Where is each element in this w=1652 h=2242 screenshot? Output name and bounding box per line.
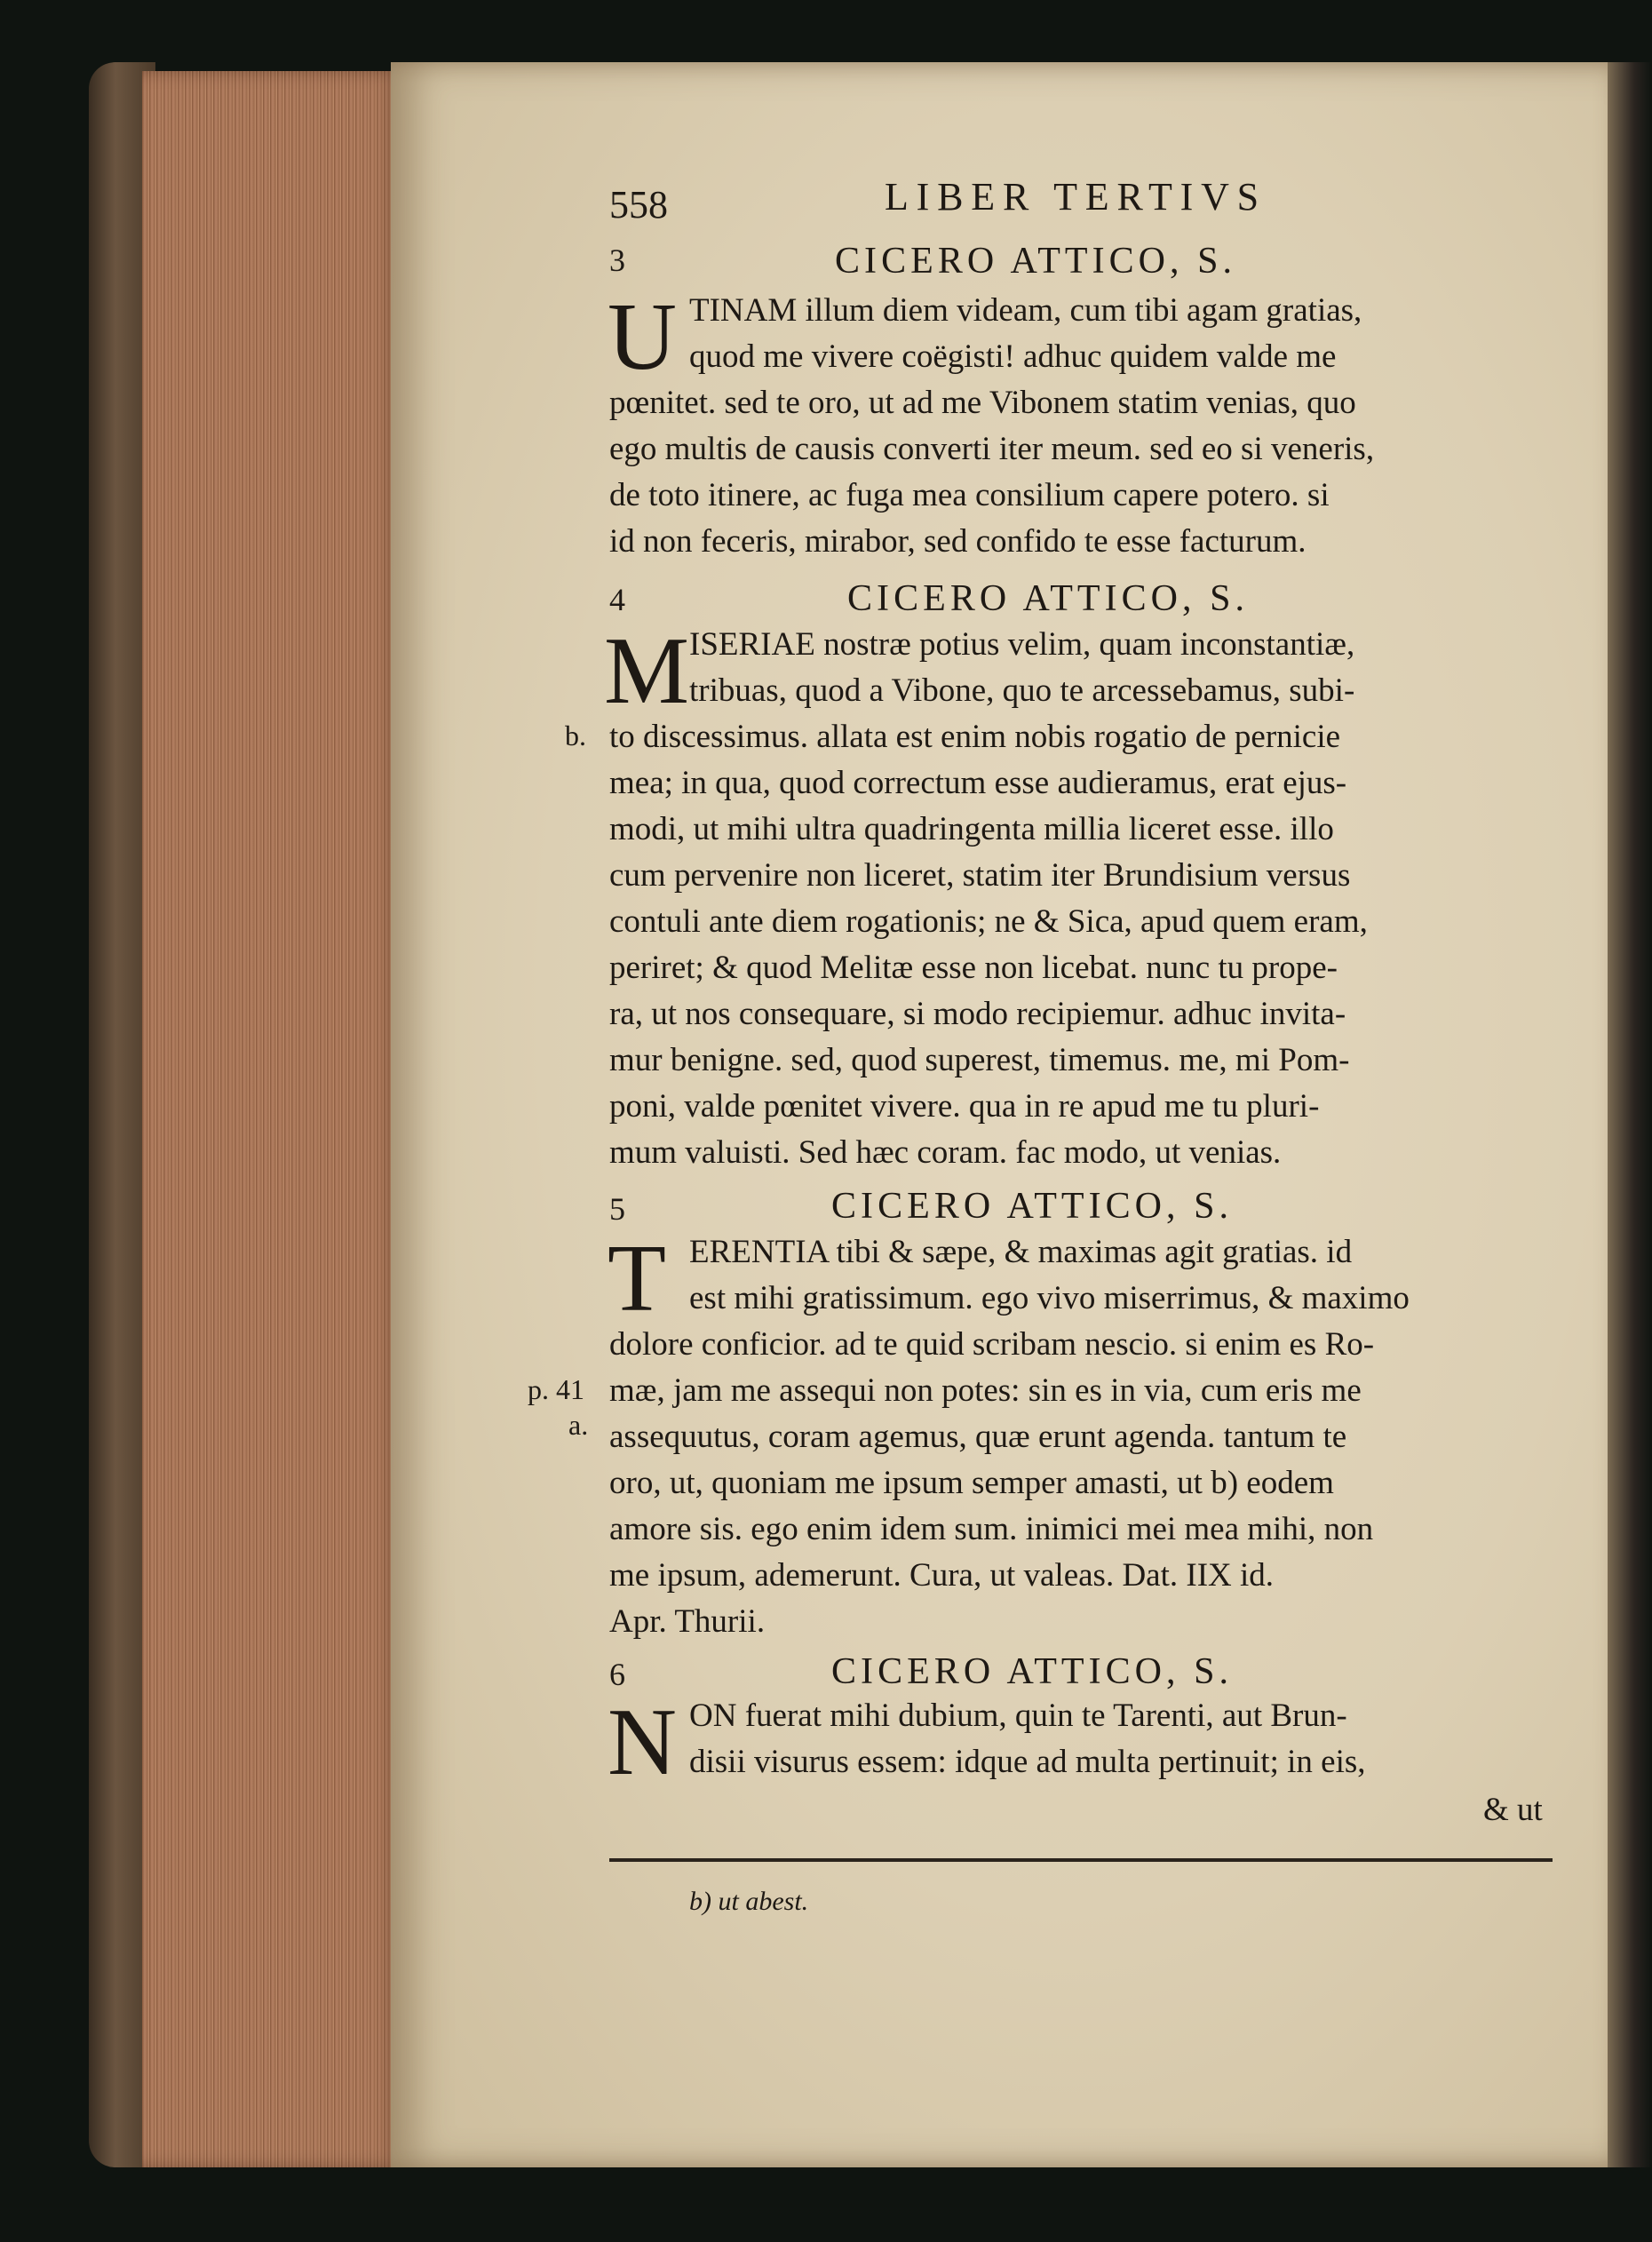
text-line: pœnitet. sed te oro, ut ad me Vibonem statim venias, quo — [609, 385, 1356, 421]
letter-number: 4 — [609, 582, 625, 617]
letter-heading: CICERO ATTICO, S. — [831, 1186, 1234, 1227]
catchword: & ut — [1483, 1792, 1543, 1828]
letter-heading: CICERO ATTICO, S. — [831, 1651, 1234, 1692]
closed-page-stack — [142, 71, 404, 2167]
running-head: LIBER TERTIVS — [885, 175, 1267, 219]
text-line: id non feceris, mirabor, sed confido te esse facturum. — [609, 523, 1307, 560]
text-line: TINAM illum diem videam, cum tibi agam gratias, — [689, 292, 1362, 329]
text-line: tribuas, quod a Vibone, quo te arcessebamus, subi- — [689, 672, 1355, 709]
text-line: mum valuisti. Sed hæc coram. fac modo, ut venias. — [609, 1134, 1282, 1171]
text-line: oro, ut, quoniam me ipsum semper amasti, ut b) eodem — [609, 1465, 1334, 1501]
footnote: b) ut abest. — [689, 1887, 809, 1916]
margin-note: a. — [568, 1409, 589, 1441]
margin-note: b. — [565, 720, 586, 751]
drop-cap: M — [604, 618, 690, 724]
letter-number: 6 — [609, 1657, 625, 1692]
text-line: me ipsum, ademerunt. Cura, ut valeas. Dat. IIX id. — [609, 1557, 1275, 1594]
letter-number: 3 — [609, 242, 625, 278]
text-line: ISERIAE nostræ potius velim, quam inconstantiæ, — [689, 626, 1355, 663]
text-line: periret; & quod Melitæ esse non licebat. nunc tu prope- — [609, 950, 1338, 986]
text-line: contuli ante diem rogationis; ne & Sica, apud quem eram, — [609, 903, 1368, 940]
text-line: poni, valde pœnitet vivere. qua in re apud me tu pluri- — [609, 1088, 1320, 1125]
text-line: ERENTIA tibi & sæpe, & maximas agit gratias. id — [689, 1234, 1353, 1270]
margin-note: p. 41 — [528, 1373, 584, 1405]
drop-cap: N — [608, 1689, 677, 1795]
text-line: ra, ut nos consequare, si modo recipiemur. adhuc invita- — [609, 996, 1346, 1032]
page-number: 558 — [609, 183, 668, 227]
letter-number: 5 — [609, 1191, 625, 1227]
gutter-shadow — [1608, 62, 1652, 2167]
text-line: amore sis. ego enim idem sum. inimici mei mea mihi, non — [609, 1511, 1374, 1547]
text-line: est mihi gratissimum. ego vivo miserrimus, & maximo — [689, 1280, 1410, 1316]
footnote-rule — [609, 1858, 1553, 1862]
text-line: mæ, jam me assequi non potes: sin es in via, cum eris me — [609, 1372, 1362, 1409]
text-line: mea; in qua, quod correctum esse audieramus, erat ejus- — [609, 765, 1347, 801]
text-line: ON fuerat mihi dubium, quin te Tarenti, aut Brun- — [689, 1697, 1347, 1734]
text-line: assequutus, coram agemus, quæ erunt agenda. tantum te — [609, 1419, 1347, 1455]
drop-cap: U — [608, 284, 677, 390]
text-line: cum pervenire non liceret, statim iter Brundisium versus — [609, 857, 1351, 894]
text-line: mur benigne. sed, quod superest, timemus. me, mi Pom- — [609, 1042, 1350, 1078]
text-line: dolore conficior. ad te quid scribam nescio. si enim es Ro- — [609, 1326, 1375, 1363]
drop-cap: T — [608, 1226, 666, 1332]
text-line: de toto itinere, ac fuga mea consilium capere potero. si — [609, 477, 1330, 513]
text-line: modi, ut mihi ultra quadringenta millia liceret esse. illo — [609, 811, 1334, 847]
letter-heading: CICERO ATTICO, S. — [847, 578, 1250, 619]
text-line: Apr. Thurii. — [609, 1603, 766, 1640]
text-line: to discessimus. allata est enim nobis rogatio de pernicie — [609, 719, 1341, 755]
text-line: quod me vivere coëgisti! adhuc quidem valde me — [689, 338, 1337, 375]
text-line: disii visurus essem: idque ad multa pertinuit; in eis, — [689, 1744, 1366, 1780]
letter-heading: CICERO ATTICO, S. — [835, 241, 1237, 282]
text-line: ego multis de causis converti iter meum. sed eo si veneris, — [609, 431, 1375, 467]
